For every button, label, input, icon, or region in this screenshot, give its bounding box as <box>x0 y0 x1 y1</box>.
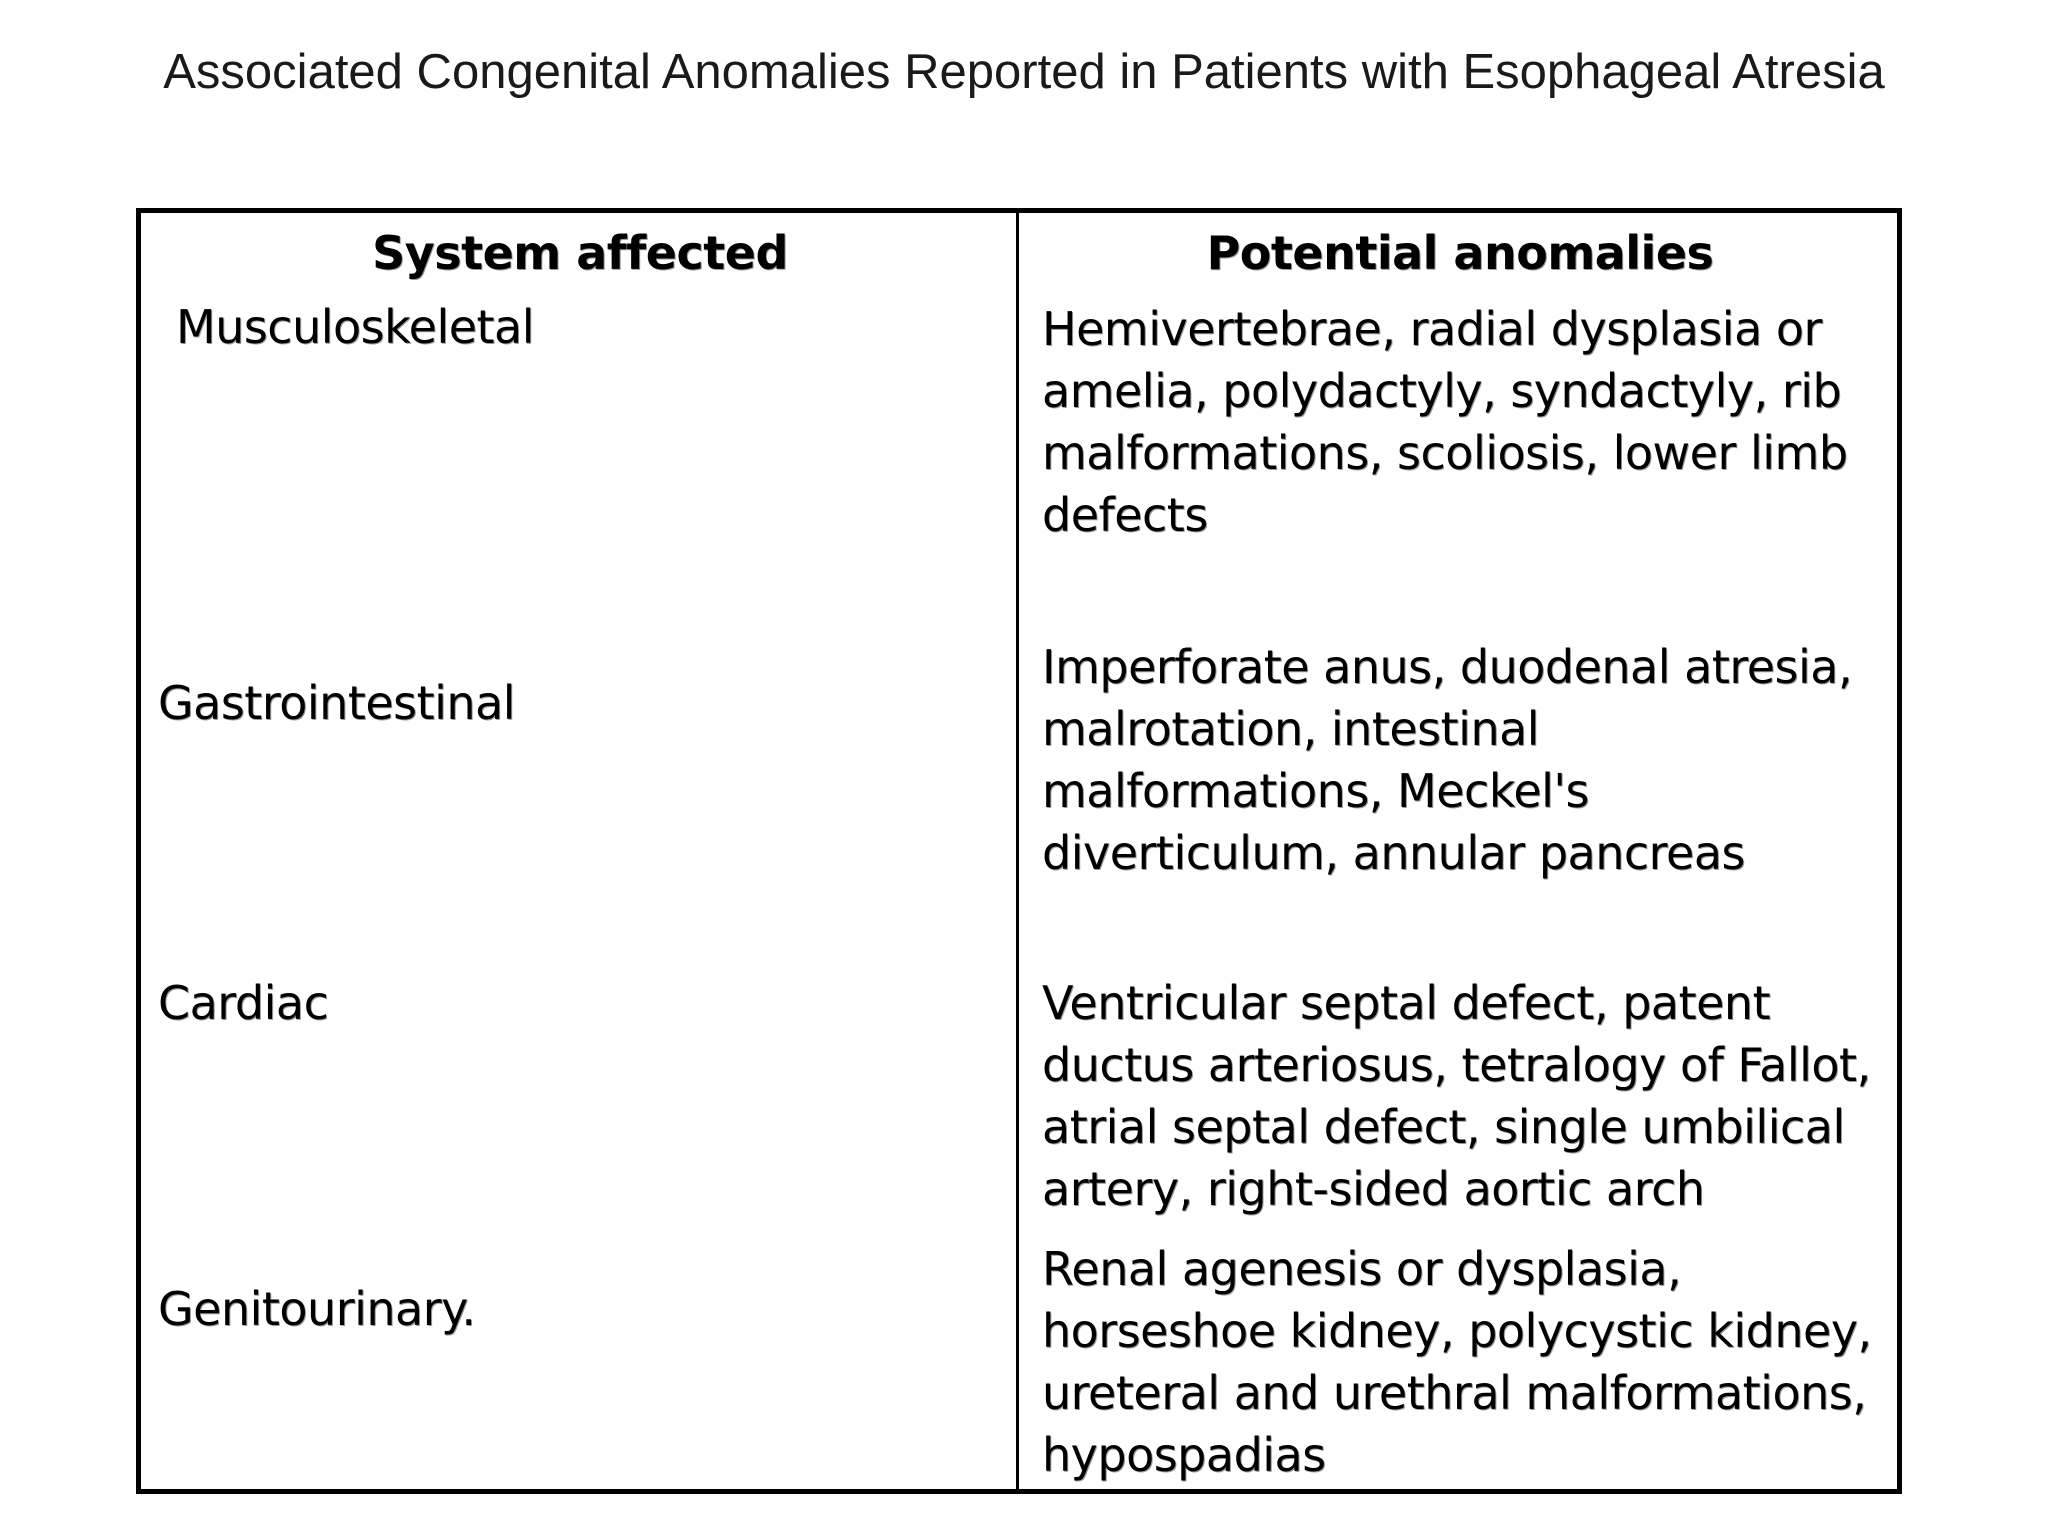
system-cell-gastrointestinal: Gastrointestinal <box>158 676 516 730</box>
anomalies-cell-genitourinary: Renal agenesis or dysplasia, horseshoe kidney, polycystic kidney, ureteral and urethral malformations, hypospadias <box>1042 1242 1872 1482</box>
system-cell-musculoskeletal: Musculoskeletal <box>176 300 535 354</box>
slide-title: Associated Congenital Anomalies Reported in Patients with Esophageal Atresia <box>163 45 1885 99</box>
system-cell-genitourinary: Genitourinary. <box>158 1282 476 1336</box>
anomalies-cell-gastrointestinal: Imperforate anus, duodenal atresia, malrotation, intestinal malformations, Meckel's diverticulum, annular pancreas <box>1042 640 1853 880</box>
anomalies-cell-cardiac: Ventricular septal defect, patent ductus arteriosus, tetralogy of Fallot, atrial septal defect, single umbilical artery, right-sided aortic arch <box>1042 976 1871 1216</box>
column-divider <box>1016 208 1019 1494</box>
header-potential-anomalies: Potential anomalies <box>1206 226 1714 280</box>
header-system-affected: System affected <box>372 226 788 280</box>
anomalies-cell-musculoskeletal: Hemivertebrae, radial dysplasia or amelia, polydactyly, syndactyly, rib malformations, scoliosis, lower limb defects <box>1042 302 1848 542</box>
system-cell-cardiac: Cardiac <box>158 976 329 1030</box>
